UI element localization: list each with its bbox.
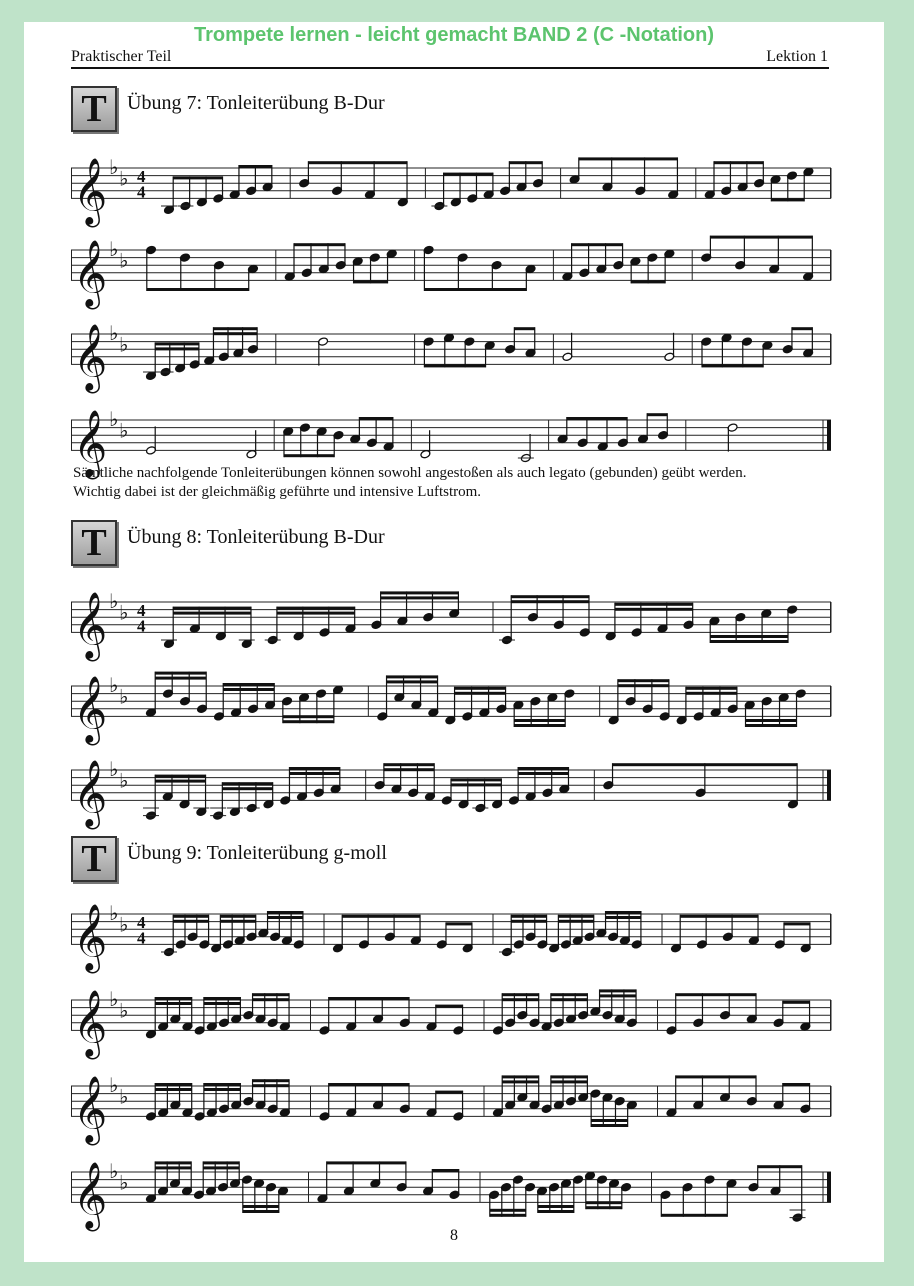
beam [502, 998, 539, 1001]
page-number: 8 [450, 1227, 458, 1244]
flat-sign-icon: ♭ [119, 166, 129, 191]
flat-sign-icon: ♭ [119, 600, 129, 625]
beam [686, 687, 737, 690]
beam [771, 198, 804, 201]
beam [268, 911, 303, 914]
flat-sign-icon: ♭ [109, 237, 119, 261]
beam [213, 327, 257, 330]
flat-sign-icon: ♭ [109, 673, 119, 697]
beam [387, 680, 438, 683]
beam [606, 916, 641, 919]
beam [518, 767, 568, 770]
beam [490, 1209, 526, 1212]
flat-sign-icon: ♭ [109, 1159, 119, 1183]
beam [155, 997, 192, 1000]
beam [329, 997, 409, 1000]
beam [586, 1201, 622, 1204]
flat-sign-icon: ♭ [109, 901, 119, 925]
exercise-8-staff-3 [71, 742, 831, 827]
beam [591, 1119, 628, 1122]
beam [511, 595, 589, 598]
final-barline [827, 1172, 831, 1202]
beam [155, 1161, 191, 1164]
beam [327, 1161, 406, 1164]
exercise-9-staff-1 [71, 886, 831, 971]
beam [253, 993, 290, 996]
beam [155, 780, 205, 783]
beam [676, 993, 756, 996]
treble-clef-icon: 𝄞 [73, 758, 108, 827]
beam [579, 157, 678, 160]
staff-svg [71, 222, 831, 307]
beam [784, 922, 810, 925]
exercise-marker-icon: T [71, 520, 117, 566]
staff-svg [71, 306, 831, 391]
beam [284, 454, 334, 457]
beam [155, 1002, 192, 1005]
beam [155, 677, 206, 680]
beam [243, 1205, 279, 1208]
instructions-line-2: Wichtig dabei ist der gleichmäßig geführte und intensive Luftstrom. [73, 484, 482, 500]
beam [155, 1166, 191, 1169]
exercise-9-staff-2 [71, 972, 831, 1057]
flat-sign-icon: ♭ [119, 1170, 129, 1195]
beam [173, 612, 251, 615]
exercise-7-staff-3 [71, 306, 831, 391]
beam [600, 994, 637, 997]
beam [384, 768, 434, 771]
flat-sign-icon: ♭ [119, 684, 129, 709]
beam [173, 920, 208, 923]
beam [173, 915, 208, 918]
beam [758, 1165, 802, 1168]
time-signature-bottom: 4 [137, 928, 146, 948]
exercise-7-title: Übung 7: Tonleiterübung B-Dur [127, 92, 385, 114]
beam [155, 775, 205, 778]
beam [746, 724, 797, 727]
beam [173, 176, 222, 179]
staff-svg [71, 1144, 831, 1229]
beam [613, 763, 798, 766]
beam [591, 1124, 628, 1127]
beam [155, 672, 206, 675]
beam [155, 1083, 192, 1086]
beam [714, 161, 763, 164]
beam [204, 1002, 241, 1005]
beam [223, 688, 274, 691]
beam [502, 1075, 539, 1078]
beam [586, 1206, 622, 1209]
beam [203, 1166, 239, 1169]
time-signature-top: 4 [137, 601, 146, 621]
beam [676, 1075, 756, 1078]
beam [680, 915, 758, 918]
beam [220, 915, 255, 918]
beam [155, 1088, 192, 1091]
beam [253, 998, 290, 1001]
exercise-9-staff-3 [71, 1058, 831, 1143]
beam [615, 608, 693, 611]
beam [436, 1091, 463, 1094]
beam [451, 783, 501, 786]
beam [538, 1205, 574, 1208]
beam [384, 763, 434, 766]
beam [283, 720, 334, 723]
beam [783, 1083, 810, 1086]
beam [387, 675, 438, 678]
beam [710, 635, 788, 638]
beam [424, 364, 485, 367]
beam [518, 772, 568, 775]
treble-clef-icon: 𝄞 [73, 674, 108, 743]
beam [446, 922, 472, 925]
final-barline [827, 770, 831, 800]
exercise-8-title: Übung 8: Tonleiterübung B-Dur [127, 526, 385, 548]
beam [538, 1210, 574, 1213]
instructions-text [73, 464, 853, 502]
page [24, 22, 884, 1262]
beam [289, 772, 339, 775]
beam [514, 724, 565, 727]
beam [283, 715, 334, 718]
staff-svg [71, 742, 831, 827]
beam [551, 1075, 588, 1078]
treble-clef-icon: 𝄞 [73, 408, 108, 477]
lesson-header: Lektion 1 [766, 48, 828, 65]
beam [329, 1083, 409, 1086]
treble-clef-icon: 𝄞 [73, 590, 108, 659]
flat-sign-icon: ♭ [109, 407, 119, 431]
exercise-marker-icon: T [71, 836, 117, 882]
beam [451, 778, 501, 781]
beam [509, 161, 542, 164]
flat-sign-icon: ♭ [119, 998, 129, 1023]
beam [631, 280, 665, 283]
beam [220, 920, 255, 923]
beam [173, 607, 251, 610]
flat-sign-icon: ♭ [119, 248, 129, 273]
beam [606, 911, 641, 914]
beam [686, 692, 737, 695]
flat-sign-icon: ♭ [109, 987, 119, 1011]
final-barline [827, 420, 831, 450]
time-signature-top: 4 [137, 913, 146, 933]
beam [551, 1080, 588, 1083]
beam [710, 236, 812, 239]
beam [222, 787, 272, 790]
flat-sign-icon: ♭ [109, 589, 119, 613]
beam [558, 920, 593, 923]
book-title-banner: Trompete lernen - leicht gemacht BAND 2 (C -Notation) [193, 24, 715, 46]
beam [615, 603, 693, 606]
flat-sign-icon: ♭ [119, 912, 129, 937]
exercise-marker-icon: T [71, 86, 117, 132]
beam [444, 173, 493, 176]
beam [277, 607, 355, 610]
beam [223, 683, 274, 686]
flat-sign-icon: ♭ [109, 155, 119, 179]
beam [354, 280, 388, 283]
beam [702, 364, 763, 367]
beam [618, 684, 669, 687]
beam [783, 1001, 810, 1004]
exercise-7-staff-1 [71, 140, 831, 225]
beam [511, 920, 546, 923]
beam [600, 989, 637, 992]
exercise-9-title: Übung 9: Tonleiterübung g-moll [127, 842, 387, 864]
beam [647, 413, 667, 416]
flat-sign-icon: ♭ [119, 1084, 129, 1109]
flat-sign-icon: ♭ [109, 321, 119, 345]
treble-clef-icon: 𝄞 [73, 322, 108, 391]
beam [502, 993, 539, 996]
beam [289, 767, 339, 770]
beam [436, 1005, 463, 1008]
beam [277, 612, 355, 615]
time-signature-bottom: 4 [137, 182, 146, 202]
beam [455, 692, 506, 695]
beam [222, 782, 272, 785]
beam [424, 288, 526, 291]
flat-sign-icon: ♭ [109, 1073, 119, 1097]
treble-clef-icon: 𝄞 [73, 902, 108, 971]
exercise-8-staff-1 [71, 574, 831, 659]
beam [342, 915, 420, 918]
treble-clef-icon: 𝄞 [73, 1074, 108, 1143]
treble-clef-icon: 𝄞 [73, 156, 108, 225]
beam [558, 915, 593, 918]
beam [514, 719, 565, 722]
beam [455, 687, 506, 690]
time-signature-top: 4 [137, 167, 146, 187]
beam [213, 332, 257, 335]
beam [243, 1210, 279, 1213]
section-header: Praktischer Teil [71, 48, 172, 65]
exercise-8-staff-2 [71, 658, 831, 743]
time-signature-bottom: 4 [137, 616, 146, 636]
staff-svg [71, 574, 831, 659]
staff-svg [71, 1058, 831, 1143]
beam [204, 1083, 241, 1086]
beam [710, 640, 788, 643]
beam [381, 591, 459, 594]
staff-svg [71, 972, 831, 1057]
staff-svg [71, 658, 831, 743]
beam [204, 1088, 241, 1091]
beam [432, 1169, 458, 1172]
beam [792, 327, 812, 330]
beam [514, 327, 534, 330]
beam [511, 600, 589, 603]
flat-sign-icon: ♭ [119, 768, 129, 793]
beam [572, 243, 623, 246]
beam [618, 679, 669, 682]
staff-svg [71, 140, 831, 225]
beam [147, 288, 249, 291]
beam [204, 997, 241, 1000]
beam [511, 915, 546, 918]
beam [253, 1084, 290, 1087]
beam [746, 719, 797, 722]
beam [551, 998, 588, 1001]
beam [155, 342, 199, 345]
beam [359, 417, 392, 420]
beam [551, 993, 588, 996]
flat-sign-icon: ♭ [119, 418, 129, 443]
beam [381, 596, 459, 599]
beam [490, 1214, 526, 1217]
beam [567, 417, 627, 420]
beam [203, 1161, 239, 1164]
beam [502, 1080, 539, 1083]
flat-sign-icon: ♭ [109, 757, 119, 781]
header-rule [71, 67, 829, 69]
treble-clef-icon: 𝄞 [73, 988, 108, 1057]
beam [253, 1079, 290, 1082]
flat-sign-icon: ♭ [119, 332, 129, 357]
treble-clef-icon: 𝄞 [73, 1160, 108, 1229]
treble-clef-icon: 𝄞 [73, 238, 108, 307]
staff-svg [71, 886, 831, 971]
exercise-7-staff-2 [71, 222, 831, 307]
exercise-9-staff-4 [71, 1144, 831, 1229]
beam [308, 161, 407, 164]
instructions-line-1: Sämtliche nachfolgende Tonleiterübungen können sowohl angestoßen als auch legato (gebunden) geübt werden. [73, 465, 747, 481]
beam [661, 1214, 727, 1217]
beam [268, 916, 303, 919]
beam [294, 243, 345, 246]
beam [155, 347, 199, 350]
beam [239, 165, 272, 168]
